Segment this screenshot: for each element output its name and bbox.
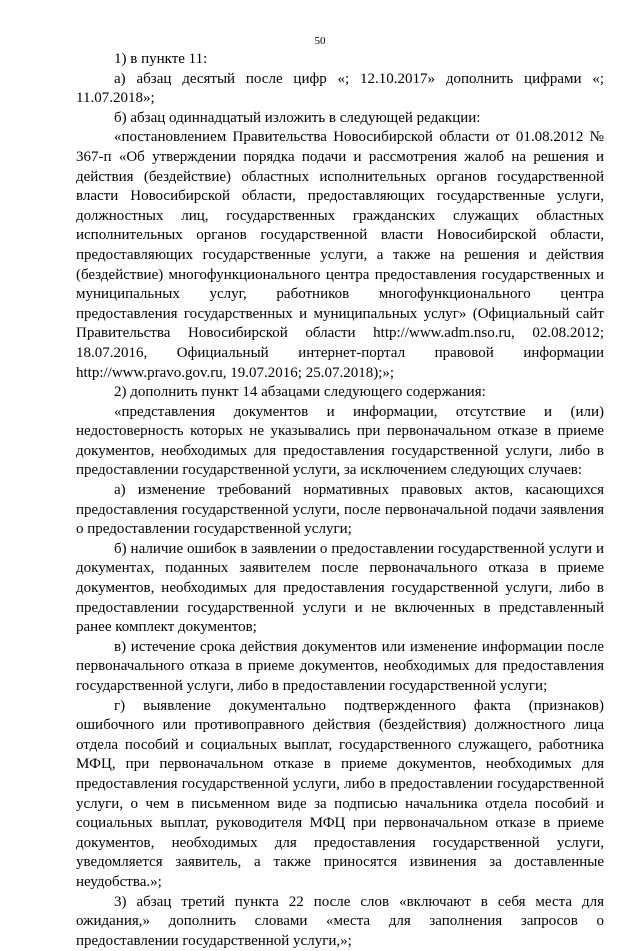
paragraph-item-2: 2) дополнить пункт 14 абзацами следующего содержания: [114, 384, 486, 401]
paragraph-case-a: а) изменение требований нормативных правовых актов, касающихся предоставления государственной услуги, после первоначальной подачи заявления о предоставлении государственной услуги; [76, 482, 604, 538]
paragraph-item-1: 1) в пункте 11: [114, 51, 208, 67]
page-number: 50 [314, 35, 326, 47]
paragraph-documents-intro: «представления документов и информации, отсутствие и (или) недостоверность которых не указывались при первоначальном отказе в приеме документов, необходимых для предоставления государственной услуги, либо в предоставлении государственной услуги, за исключением следующих случаев: [76, 403, 604, 479]
paragraph-case-d: г) выявление документально подтвержденного факта (признаков) ошибочного или противоправного действия (бездействия) должностного лица отдела пособий и социальных выплат, государственного служащего, работника МФЦ, при первоначальном отказе в приеме документов, необходимых для предоставления государственной услуги, либо в предоставлении государственной услуги, о чем в письменном виде за подписью начальника отдела пособий и социальных выплат, руководителя МФЦ при первоначальном отказе в приеме документов, необходимых для предоставления государственной услуги, уведомляется заявитель, а также приносятся извинения за доставленные неудобства.»; [76, 697, 604, 890]
paragraph-item-1b: б) абзац одиннадцатый изложить в следующей редакции: [114, 109, 481, 126]
paragraph-new-wording: «постановлением Правительства Новосибирской области от 01.08.2012 № 367-п «Об утверждении порядка подачи и рассмотрения жалоб на решения и действия (бездействие) областных исполнительных органов государственной власти Новосибирской области, предоставляющих государственные услуги, должностных лиц, государственных гражданских служащих областных исполнительных органов государственной власти Новосибирской области, предоставляющих государственные услуги, а также на решения и действия (бездействие) многофункционального центра предоставления государственных и муниципальных услуг, работников многофункционального центра предоставления государственных и муниципальных услуг» (Официальный сайт Правительства Новосибирской области http://www.adm.nso.ru, 02.08.2012; 18.07.2016, Официальный интернет-портал правовой информации http://www.pravo.gov.ru, 19.07.2016; 25.07.2018);»; [76, 129, 604, 381]
document-body [76, 50, 604, 951]
paragraph-case-c: в) истечение срока действия документов или изменение информации после первоначального отказа в приеме документов, необходимых для предоставления государственной услуги, либо в предоставлении государственной услуги; [76, 638, 604, 694]
paragraph-item-3: 3) абзац третий пункта 22 после слов «включают в себя места для ожидания,» дополнить словами «места для заполнения запросов о предоставлении государственной услуги,»; [76, 893, 604, 949]
paragraph-case-b: б) наличие ошибок в заявлении о предоставлении государственной услуги и документах, поданных заявителем после первоначального отказа в приеме документов, необходимых для предоставления государственной услуги, либо в предоставлении государственной услуги и не включенных в представленный ранее комплект документов; [76, 540, 604, 636]
paragraph-item-1a: а) абзац десятый после цифр «; 12.10.2017» дополнить цифрами «; 11.07.2018»; [76, 70, 604, 107]
